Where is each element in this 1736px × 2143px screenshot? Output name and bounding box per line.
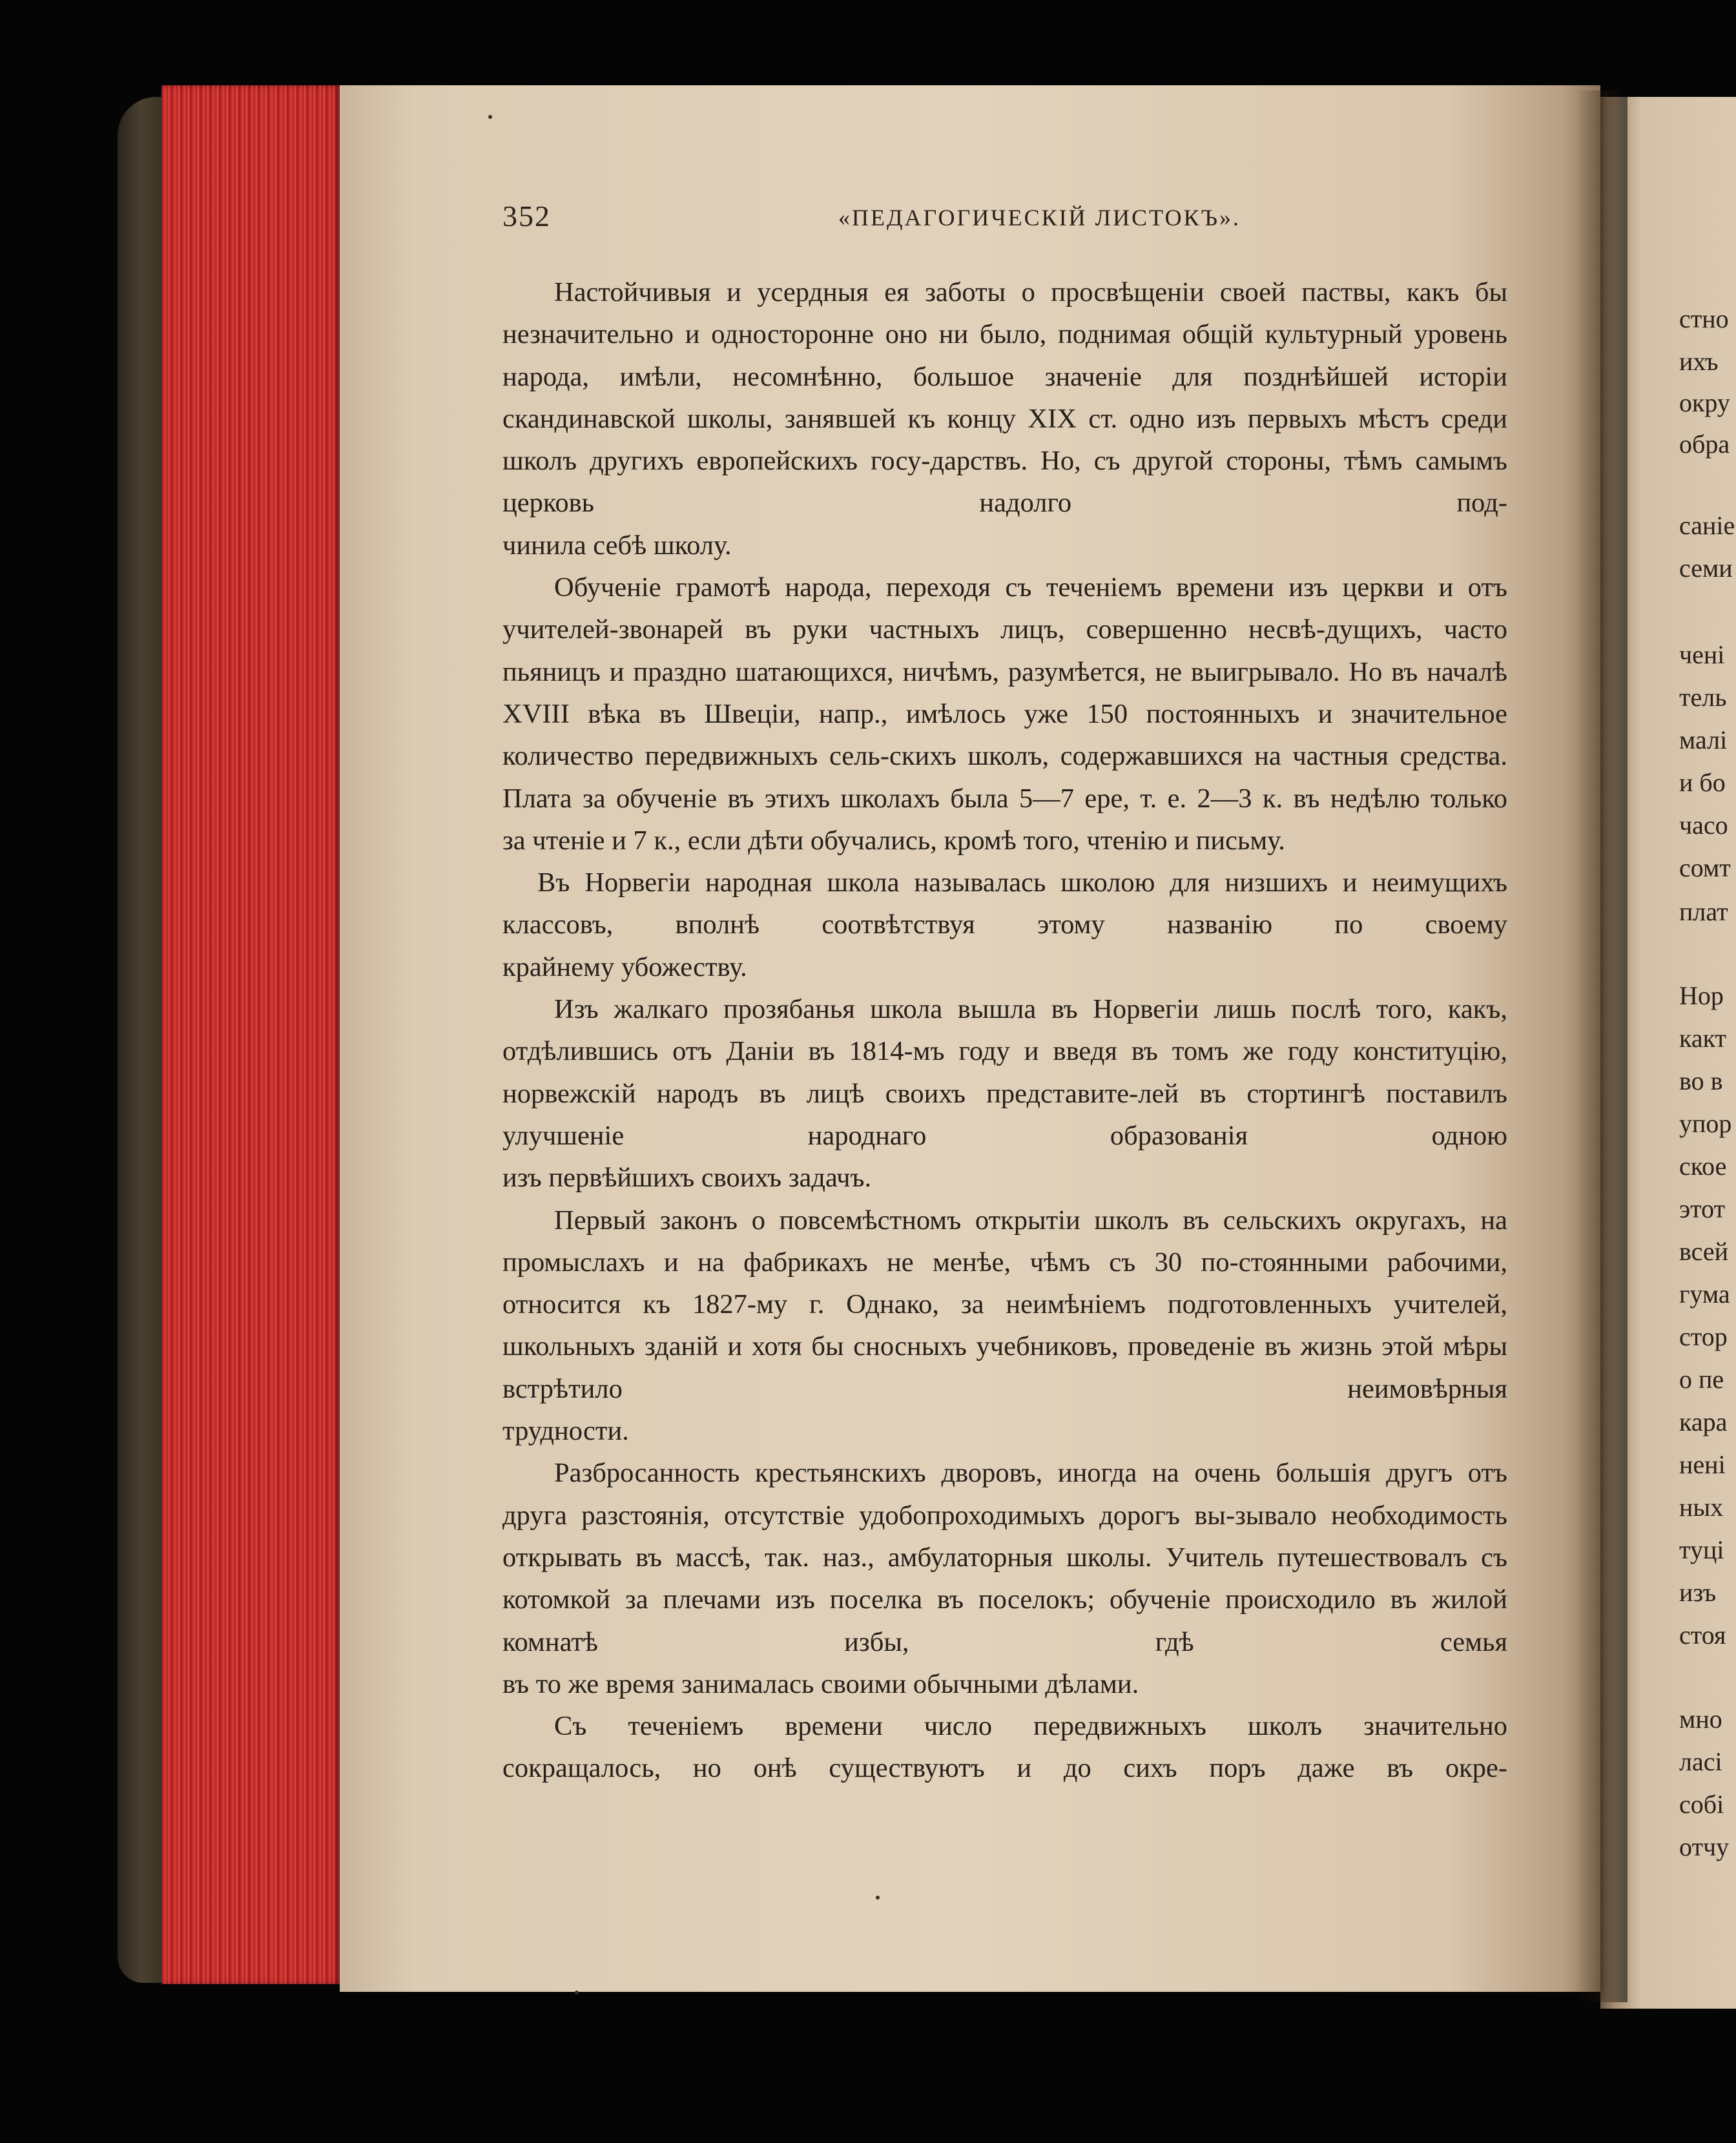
page-speck: [876, 1896, 880, 1900]
facing-page-fragment: саніе: [1679, 511, 1735, 540]
paragraph-body: Обученiе грамотѣ народа, переходя съ теченiемъ времени изъ церкви и отъ учителей-звонарей въ руки частныхъ лицъ, совершенно несвѣ-дущихъ, часто пьяницъ и праздно шатающихся, ничѣмъ, разумѣется, не выигрывало. Но въ началѣ XVIII вѣка въ Швецiи, напр., имѣлось уже 150 постоянныхъ и значительное количество передвижныхъ сель-скихъ школъ, содержавшихся на частныя средства. Плата за обученiе въ этихъ школахъ была 5—7 ере, т. е. 2—3 к. въ недѣлю только: [502, 572, 1507, 814]
paragraph: [502, 566, 1507, 820]
red-page-edges: [161, 85, 342, 1984]
facing-page-fragment: нені: [1679, 1450, 1726, 1479]
gutter-shadow: [1576, 90, 1628, 2002]
paragraph: [502, 988, 1507, 1157]
facing-page-fragment: этот: [1679, 1194, 1726, 1223]
facing-page-fragment: кара: [1679, 1407, 1728, 1436]
facing-page-fragment: мно: [1679, 1704, 1722, 1734]
facing-page-fragment: ихъ: [1679, 347, 1719, 376]
paragraph-last-line: сокращалось, но онѣ существуютъ и до сихъ поръ даже въ окре-: [502, 1753, 1507, 1784]
facing-page-fragment: ных: [1679, 1493, 1724, 1522]
facing-page-fragment: Нор: [1679, 981, 1724, 1010]
facing-page-fragment: обра: [1679, 430, 1730, 459]
facing-page-fragment: окру: [1679, 388, 1730, 417]
paragraph-last-line: изъ первѣйшихъ своихъ задачъ.: [502, 1163, 872, 1194]
facing-page-fragment: семи: [1679, 554, 1733, 583]
facing-page-fragment: ское: [1679, 1152, 1727, 1181]
paragraph-last-line: трудности.: [502, 1416, 629, 1447]
facing-page-fragment: всей: [1679, 1237, 1729, 1266]
paragraph: [502, 1705, 1507, 1747]
facing-page-fragment: какт: [1679, 1024, 1726, 1053]
paragraph-last-line: за чтенiе и 7 к., если дѣти обучались, кромѣ того, чтенiю и письму.: [502, 825, 1285, 856]
facing-page-fragment: сомт: [1679, 853, 1731, 882]
running-head: «ПЕДАГОГИЧЕСКIЙ ЛИСТОКЪ».: [838, 205, 1241, 231]
paragraph-body: Въ Норвегiи народная школа называлась школою для низшихъ и неимущихъ классовъ, вполнѣ соотвѣтствуя этому названiю по своему: [502, 867, 1507, 940]
paragraph-last-line: чинила себѣ школу.: [502, 530, 732, 561]
facing-page-fragment: гума: [1679, 1279, 1730, 1309]
facing-page-fragment: о пе: [1679, 1365, 1724, 1394]
page-speck: [488, 115, 492, 119]
facing-page-fragment: стно: [1679, 304, 1729, 333]
paragraph: [502, 862, 1507, 946]
paragraph: [502, 271, 1507, 524]
facing-page-fragment: туці: [1679, 1535, 1724, 1564]
facing-page-fragment: малі: [1679, 725, 1728, 754]
page-header: [502, 199, 1507, 244]
paragraph-last-line: крайнему убожеству.: [502, 951, 747, 982]
paragraph: [502, 1199, 1507, 1410]
page-number: 352: [502, 200, 551, 233]
paragraph-last-line: въ то же время занималась своими обычными дѣлами.: [502, 1668, 1139, 1699]
facing-page-fragment: изъ: [1679, 1578, 1717, 1607]
page-body: [502, 271, 1507, 1790]
paragraph-body: Первый законъ о повсемѣстномъ открытiи школъ въ сельскихъ округахъ, на промыслахъ и на фабрикахъ не менѣе, чѣмъ съ 30 по-стоянными рабочими, относится къ 1827-му г. Однако, за неимѣнiемъ подготовленныхъ учителей, школьныхъ зданiй и хотя бы сносныхъ учебниковъ, проведенiе въ жизнь этой мѣры встрѣтило неимовѣрныя: [502, 1205, 1507, 1404]
facing-page-fragment: плат: [1679, 897, 1728, 926]
facing-page-fragment: стор: [1679, 1322, 1728, 1351]
page-speck: [575, 1991, 579, 1994]
facing-page-text: [1679, 0, 1736, 2143]
facing-page-fragment: тель: [1679, 683, 1727, 712]
paragraph-body: Разбросанность крестьянскихъ дворовъ, иногда на очень большiя другъ отъ друга разстоянiя, отсутствiе удобопроходимыхъ дорогъ вы-зывало необходимость открывать въ массѣ, так. наз., амбулаторныя школы. Учитель путешествовалъ съ котомкой за плечами изъ поселка въ поселокъ; обученiе происходило въ жилой комнатѣ избы, гдѣ семья: [502, 1458, 1507, 1657]
paragraph-body: Настойчивыя и усердныя ея заботы о просвѣщенiи своей паствы, какъ бы незначительно и односторонне оно ни было, поднимая общiй культурный уровень народа, имѣли, несомнѣнно, большое значенiе для позднѣйшей исторiи скандинавской школы, занявшей къ концу XIX ст. одно изъ первыхъ мѣстъ среди школъ другихъ европейскихъ госу-дарствъ. Но, съ другой стороны, тѣмъ самымъ церковь надолго под-: [502, 277, 1507, 519]
facing-page-fragment: чені: [1679, 640, 1725, 669]
facing-page-fragment: отчу: [1679, 1832, 1730, 1861]
facing-page-fragment: упор: [1679, 1109, 1732, 1138]
facing-page-fragment: стоя: [1679, 1620, 1726, 1650]
paragraph-body: Изъ жалкаго прозябанья школа вышла въ Норвегiи лишь послѣ того, какъ, отдѣлившись отъ Данiи въ 1814-мъ году и введя въ томъ же году конституцiю, норвежскiй народъ въ лицѣ своихъ представите-лей въ стортингѣ поставилъ улучшенiе народнаго образованiя одною: [502, 994, 1507, 1151]
paragraph-body: Съ теченiемъ времени число передвижныхъ школъ значительно: [554, 1711, 1507, 1742]
facing-page-fragment: во в: [1679, 1066, 1723, 1095]
facing-page-fragment: часо: [1679, 811, 1728, 840]
facing-page-fragment: ласі: [1679, 1747, 1722, 1776]
paragraph: [502, 1452, 1507, 1662]
facing-page-fragment: и бо: [1679, 768, 1726, 797]
facing-page-fragment: собі: [1679, 1790, 1724, 1819]
